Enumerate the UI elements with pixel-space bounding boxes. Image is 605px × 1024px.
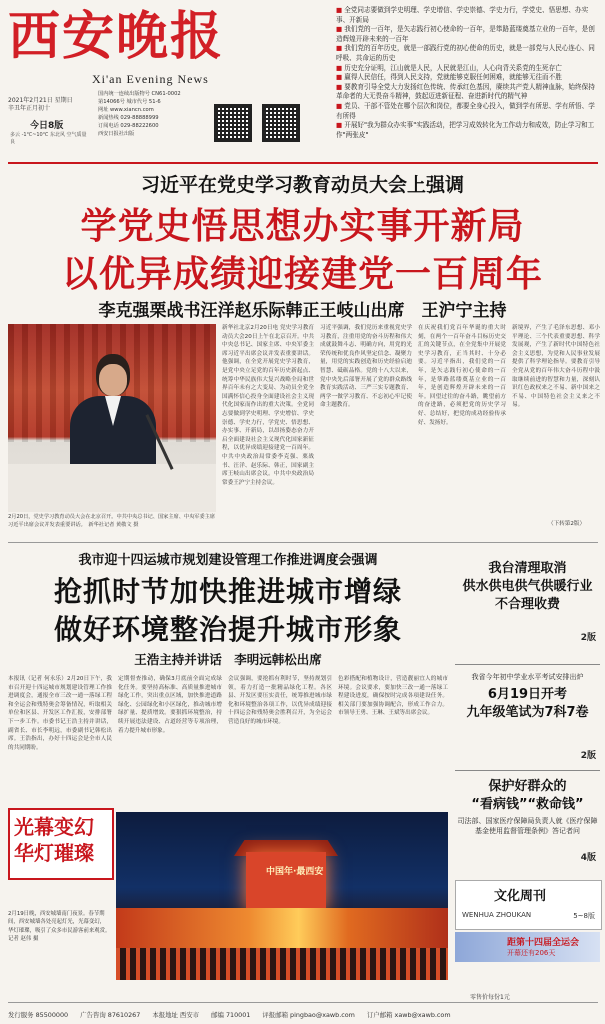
lead-body-column-1: 新华社北京2月20日电 党史学习教育动员大会20日上午在北京召开。中共中央总书记、国家主席、中央军委主席习近平出席会议并发表重要讲话。他强调，在全党开展党史学习教育，是党中央立足党的百年历史新起点、统筹中华民族伟大复兴战略全局和世界百年未有之大变局、为动员全党全国满怀信心投身全面建设社会主义现代化国家而作出的重大决策。全党同志要做到学史明理、学史增信、学史崇德、学史力行，学党史、悟思想、办实事、开新局，以昂扬姿态奋力开启全面建设社会主义现代化国家新征程，以优异成绩迎接建党一百周年。中共中央政治局常委李克强、栗战书、汪洋、赵乐际、韩正，国家副主席王岐山出席会议。中共中央政治局常委王沪宁主持会议。 [222, 325, 314, 486]
qr-code-icon[interactable] [262, 104, 300, 142]
key-point: ■ 开展好"我为群众办实事"实践活动，把学习成效转化为工作动力和成效，防止学习和工作"两张皮" [336, 121, 595, 139]
brief-title-line[interactable]: 保护好群众的 [488, 779, 567, 794]
lead-kicker[interactable]: 习近平在党史学习教育动员大会上强调 [140, 174, 464, 196]
second-kicker[interactable]: 我市迎十四运城市规划建设管理工作推进调度会强调 [78, 553, 378, 568]
second-body-column-1: 本报讯（记者 何永乐）2月20日下午，我市召开迎十四运城市规划建设管理工作推进调度会，通报全市三改一通一落绿工程和全运会和残特奥会筹备情况，听取相关单位和区县、开发区工作汇报，安排部署下一步工作。市委书记王浩主持并讲话，副省长、市长李明远，市委副书记韩松出席。王浩指出，办好十四运会是全市人民的共同期盼。 [8, 676, 112, 751]
weather-info: 多云 -1℃~10℃ 东北风 空气质量 良 [10, 132, 87, 145]
pub-info-line: 网址 www.xiancn.com [98, 107, 154, 113]
pub-info-line: 新闻热线 029-88888999 [98, 115, 159, 121]
bullet-square-icon: ■ [336, 101, 343, 110]
countdown-title: 距第十四届全运会 [507, 938, 580, 948]
feature-title-line[interactable]: 华灯璀璨 [14, 841, 94, 865]
retail-price: 零售价每份1元 [470, 994, 510, 1001]
newspaper-logo-english: Xi'an Evening News [92, 72, 209, 86]
bullet-square-icon: ■ [336, 121, 343, 130]
issue-date-lunar: 辛丑年正月初十 [8, 105, 51, 112]
key-point: ■ 党员、干部不管处在哪个层次和岗位，都要全身心投入，做到学有所思、学有所悟、学有所得 [336, 101, 595, 120]
brief-title-line[interactable]: 供水供电供气供暖行业 [462, 579, 593, 594]
lead-subheadline[interactable]: 李克强栗战书汪洋赵乐际韩正王岐山出席 王沪宁主持 [98, 301, 507, 321]
footer-item: 发行服务 85500000 [8, 1011, 69, 1019]
lead-photo-caption: 2月20日，党史学习教育动员大会在北京召开。中共中央总书记、国家主席、中央军委主席习近平出席会议并发表重要讲话。 新华社记者 黄敬文 摄 [8, 514, 216, 528]
feature-caption: 2月19日晚，西安城墙南门夜景。春节期间，西安城墙各处亮起灯光，光幕变幻，华灯璀璨，吸引了众多市民游客前来观赏。 记者 赵伟 摄 [8, 911, 114, 943]
footer [0, 1006, 605, 1024]
countdown-days: 开幕还有206天 [507, 949, 556, 957]
lead-headline-2[interactable]: 以优异成绩迎接建党一百周年 [61, 254, 543, 295]
feature-title-line[interactable]: 光幕变幻 [14, 815, 94, 839]
lead-photo[interactable] [8, 324, 216, 512]
culture-weekly-promo[interactable] [455, 880, 602, 930]
footer-divider [8, 1002, 598, 1003]
brief-exam[interactable] [455, 672, 600, 768]
pub-info-line: 西安日报社出版 [98, 131, 135, 137]
brief-divider [455, 664, 600, 665]
key-point: ■ 我们党的一百年，是矢志践行初心使命的一百年，是筚路蓝缕奠基立业的一百年，是创造辉煌开辟未来的一百年 [336, 25, 595, 43]
second-body-column-4: 色彩搭配和植物设计，营造靓丽宜人的城市环境。会议要求，要加快三改一通一落绿工程建设进度，确保按时完成各项建设任务。相关部门要加强协调配合，形成工作合力。市领导王勇、王琳、王斌等出席会议。 [338, 676, 448, 717]
bullet-square-icon: ■ [336, 25, 343, 34]
page-count: 今日8版 [30, 121, 64, 131]
key-point: ■ 全党同志要做到学史明理、学史增信、学史崇德、学史力行，学党史、悟思想、办实事、开新局 [336, 6, 589, 24]
bullet-square-icon: ■ [336, 63, 343, 72]
pub-info-line: 订阅电话 029-88222600 [98, 123, 159, 129]
second-subheadline[interactable]: 王浩主持并讲话 李明远韩松出席 [134, 652, 322, 667]
lead-body-column-4: 新境界，产生了毛泽东思想、邓小平理论、三个代表重要思想、科学发展观，产生了新时代中国特色社会主义思想，为党和人民事业发展提供了科学理论指导。要教育引导全党从党的百年伟大奋斗历程中汲取继续前进的智慧和力量，深刻认识红色政权来之不易、新中国来之不易、中国特色社会主义来之不易。 [512, 325, 600, 409]
newspaper-logo: 西安晚报 [8, 6, 225, 67]
qr-code-icon[interactable] [214, 104, 252, 142]
lead-body-column-2: 习近平强调，我们党历来重视党史学习教育，注重用党的奋斗历程和伟大成就鼓舞斗志、明确方向，用党的光荣传统和优良作风坚定信念、凝聚力量，用党的实践创造和历史经验启迪智慧、砥砺品格。党的十八大以来，党中央先后部署开展了党的群众路线教育实践活动、三严三实专题教育、两学一做学习教育、不忘初心牢记使命主题教育。 [320, 325, 412, 409]
culture-weekly-title[interactable]: 文化周刊 [494, 889, 547, 904]
publication-info [98, 90, 210, 138]
second-body-column-2: 定期督查推动，确保3月底前全面完成绿化任务。要坚持高标准、高质量推进城市绿化工作，突出重点区域，加快推进道路绿化、公园绿化和小区绿化，推动城市增绿扩量、提质增效。要狠抓环境整治，持续开展违法建设、占道经营等专项治理，着力提升城市形象。 [118, 676, 222, 734]
continued-note[interactable]: （下转第2版） [548, 521, 586, 527]
second-headline-2[interactable]: 做好环境整治提升城市形象 [53, 613, 402, 646]
issue-date-gregorian: 2021年2月21日 星期日 [8, 97, 73, 104]
key-point: ■ 赢得人民信任，得到人民支持，党就能够克服任何困难，就能够无往而不胜 [336, 73, 562, 82]
lead-body-column-3: 在庆祝我们党百年华诞的重大时刻，在两个一百年奋斗目标历史交汇的关键节点，在全党集中开展党史学习教育，正当其时、十分必要。习近平指出，我们党的一百年，是矢志践行初心使命的一百年，是筚路蓝缕奠基立业的一百年，是创造辉煌开辟未来的一百年。回望过往的奋斗路，眺望前方的奋进路，必须把党的历史学习好、总结好，把党的成功经验传承好、发扬好。 [418, 325, 506, 426]
brief-divider [455, 770, 600, 771]
key-points-list [336, 6, 598, 156]
footer-item: 邮编 710001 [211, 1011, 251, 1019]
brief-kicker[interactable]: 我省今年初中学业水平考试安排出炉 [471, 673, 584, 681]
brief-page-ref[interactable]: 2版 [580, 751, 596, 761]
key-point: ■ 我们党的百年历史，就是一部践行党的初心使命的历史，就是一部党与人民心连心、同呼吸、共命运的历史 [336, 44, 595, 62]
footer-item: 订户邮箱 xawb@xawb.com [366, 1011, 451, 1019]
brief-title-line[interactable]: “看病钱”“救命钱” [471, 797, 584, 812]
bullet-square-icon: ■ [336, 73, 343, 82]
brief-fees[interactable] [455, 560, 600, 656]
brief-page-ref[interactable]: 4版 [580, 853, 596, 863]
brief-page-ref[interactable]: 2版 [580, 633, 596, 643]
games-countdown-banner[interactable] [455, 932, 600, 962]
second-body-column-3: 会议强调，要抢抓有利时节，坚持规划引领，着力打造一批精品绿化工程。各区县、开发区要压实责任，统筹推进城市绿化和环境整治各项工作，以优异成绩迎接十四运会和残特奥会胜利召开，为全运会营造良好的城市环境。 [228, 676, 332, 725]
brief-summary[interactable]: 司法部、国家医疗保障局负责人就《医疗保障基金使用监督管理条例》答记者问 [457, 817, 598, 835]
bullet-square-icon: ■ [336, 82, 343, 91]
footer-item: 评报邮箱 pingbao@xawb.com [262, 1011, 355, 1019]
masthead-divider [8, 162, 598, 164]
bullet-square-icon: ■ [336, 6, 343, 14]
key-point: ■ 历史充分证明，江山就是人民，人民就是江山，人心向背关系党的生死存亡 [336, 63, 562, 72]
brief-title-line[interactable]: 我台清理取消 [488, 561, 567, 576]
culture-weekly-pages[interactable]: 5~8版 [573, 912, 595, 920]
footer-item: 广告咨询 87610267 [80, 1011, 141, 1019]
issue-date [8, 97, 98, 113]
brief-title-line[interactable]: 6月19日开考 [487, 687, 568, 702]
pub-info-line: 第14066号 城市代号 51-6 [98, 99, 161, 105]
feature-title[interactable] [14, 814, 94, 866]
lead-headline-1[interactable]: 学党史悟思想办实事开新局 [80, 206, 525, 247]
photo-sign-text: 中国年·最西安 [266, 867, 324, 877]
second-headline-1[interactable]: 抢抓时节加快推进城市增绿 [53, 575, 402, 608]
section-divider [8, 542, 598, 543]
city-wall-night-photo[interactable] [116, 812, 448, 980]
bullet-square-icon: ■ [336, 44, 343, 53]
culture-weekly-english: WENHUA ZHOUKAN [462, 911, 532, 919]
footer-item: 本报地址 西安市 [152, 1011, 200, 1019]
brief-medical-fund[interactable] [455, 778, 600, 874]
brief-title-line[interactable]: 九年级笔试为7科7卷 [466, 705, 589, 720]
pub-info-line: 国内统一连续出版物号 CN61-0002 [98, 91, 181, 97]
brief-title-line[interactable]: 不合理收费 [494, 597, 560, 612]
key-point: ■ 要教育引导全党大力发扬红色传统、传承红色基因，赓续共产党人精神血脉，始终保持革命者的大无畏奋斗精神，鼓起迈进新征程、奋进新时代的精气神 [336, 82, 595, 101]
